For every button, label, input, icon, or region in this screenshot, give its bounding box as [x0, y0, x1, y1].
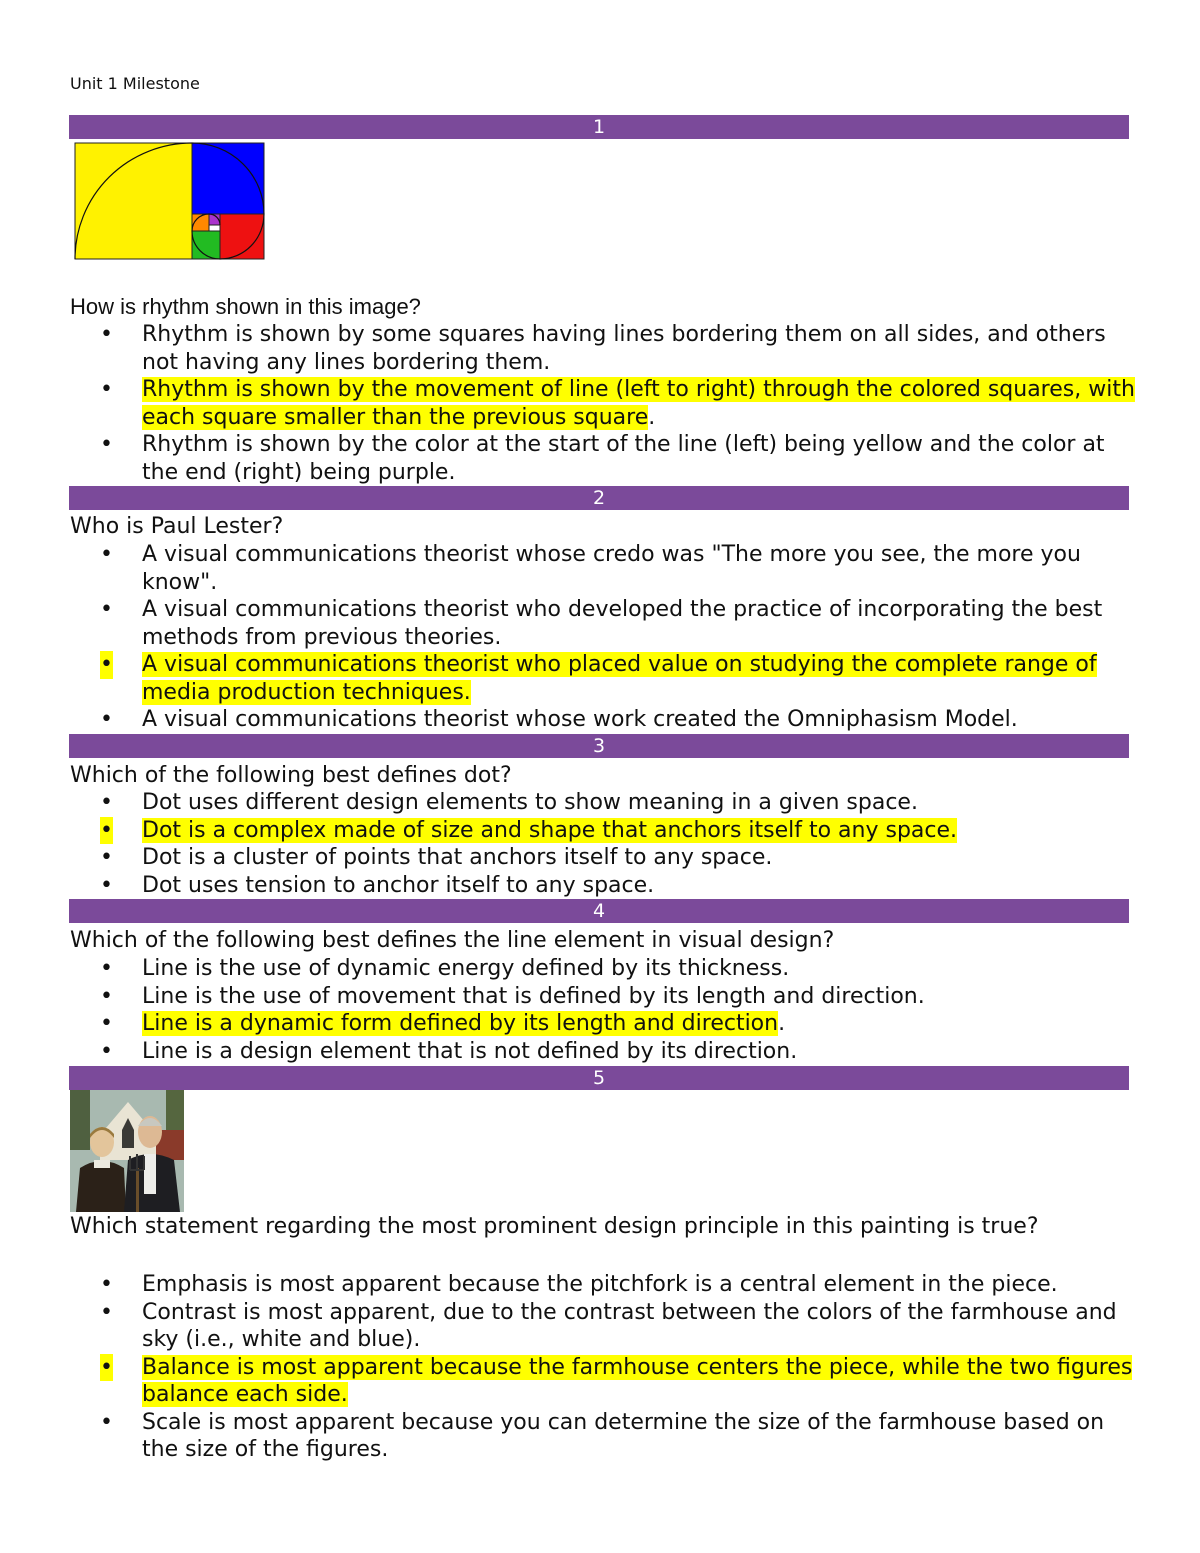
yellow-square [75, 143, 192, 259]
bullet: • [100, 707, 113, 732]
painting-figure [70, 1090, 184, 1212]
question-number-bar: 2 [69, 486, 1129, 510]
answer-option[interactable]: • Rhythm is shown by the color at the start of the line (left) being yellow and the color at the end (right) being purple. [100, 432, 1105, 485]
question-number-bar: 4 [69, 899, 1129, 923]
bullet: • [100, 377, 113, 402]
golden-spiral-figure [74, 142, 266, 260]
trees-left [70, 1090, 90, 1150]
answer-option[interactable]: • A visual communications theorist whose credo was "The more you see, the more you know". [100, 542, 1081, 595]
answer-option[interactable]: • Line is the use of dynamic energy defined by its thickness. [100, 956, 790, 981]
answer-option[interactable]: • Emphasis is most apparent because the pitchfork is a central element in the piece. [100, 1272, 1058, 1297]
answer-period: . [648, 404, 656, 430]
bullet: • [100, 432, 113, 457]
bullet: • [100, 956, 113, 981]
answer-period: . [778, 1011, 786, 1036]
highlighted-answer: Rhythm is shown by the movement of line (left to right) through the colored squares, with each square smaller than the previous square [142, 377, 1135, 430]
pitchfork-handle [136, 1168, 139, 1212]
question-prompt: Which of the following best defines the line element in visual design? [70, 928, 835, 953]
answer-option[interactable]: • A visual communications theorist who developed the practice of incorporating the best methods from previous theories. [100, 597, 1103, 650]
answer-list [100, 955, 1140, 1065]
blue-square [192, 143, 264, 214]
bullet: • [100, 1272, 113, 1297]
question-prompt: Which of the following best defines dot? [70, 763, 512, 788]
bullet: • [100, 872, 113, 898]
highlighted-answer: A visual communications theorist who placed value on studying the complete range of media production techniques. [142, 652, 1097, 705]
bullet: • [100, 845, 113, 870]
woman-body [76, 1161, 126, 1212]
highlighted-answer: Dot is a complex made of size and shape that anchors itself to any space. [142, 817, 958, 843]
answer-option-selected[interactable] [100, 817, 1140, 845]
question-number-bar: 3 [69, 734, 1129, 758]
highlighted-answer: Balance is most apparent because the farmhouse centers the piece, while the two figures balance each side. [142, 1354, 1133, 1407]
bullet: • [100, 652, 113, 677]
red-square [220, 214, 264, 259]
answer-option-selected[interactable] [100, 651, 1140, 706]
question-prompt: Which statement regarding the most prominent design principle in this painting is true? [70, 1214, 1039, 1239]
document-title: Unit 1 Milestone [70, 74, 200, 93]
man-shirt [144, 1154, 156, 1194]
question-number-bar: 5 [69, 1066, 1129, 1090]
bullet: • [100, 1354, 113, 1380]
bullet: • [100, 817, 113, 843]
answer-option[interactable]: • Dot is a cluster of points that anchors itself to any space. [100, 845, 773, 870]
bullet: • [100, 1299, 113, 1325]
answer-option-selected[interactable] [100, 376, 1140, 431]
bullet: • [100, 1011, 113, 1036]
question-prompt: Who is Paul Lester? [70, 514, 284, 539]
bullet: • [100, 1409, 113, 1435]
answer-option[interactable]: • Dot uses tension to anchor itself to any space. [100, 872, 655, 898]
question-prompt: How is rhythm shown in this image? [70, 294, 421, 319]
answer-option-selected[interactable] [100, 1354, 1140, 1409]
answer-option[interactable]: • Line is a design element that is not defined by its direction. [100, 1038, 798, 1064]
bullet: • [100, 1038, 113, 1064]
bullet: • [100, 597, 113, 622]
answer-option[interactable]: • Dot uses different design elements to show meaning in a given space. [100, 790, 918, 815]
answer-option[interactable]: • Line is the use of movement that is defined by its length and direction. [100, 983, 925, 1009]
answer-list [100, 321, 1140, 486]
bullet: • [100, 983, 113, 1009]
bullet: • [100, 542, 113, 567]
answer-option[interactable]: • A visual communications theorist whose work created the Omniphasism Model. [100, 707, 1018, 732]
answer-option[interactable]: • Scale is most apparent because you can determine the size of the farmhouse based on the size of the figures. [100, 1409, 1105, 1462]
bullet: • [100, 790, 113, 815]
bullet: • [100, 322, 113, 347]
highlighted-answer: Line is a dynamic form defined by its length and direction [142, 1011, 779, 1036]
answer-option-selected[interactable] [100, 1010, 1140, 1038]
answer-list [100, 1271, 1140, 1464]
answer-list [100, 789, 1140, 899]
answer-option[interactable]: • Rhythm is shown by some squares having lines bordering them on all sides, and others not having any lines bordering them. [100, 322, 1106, 375]
question-number-bar: 1 [69, 115, 1129, 139]
answer-list [100, 541, 1140, 734]
answer-option[interactable]: • Contrast is most apparent, due to the contrast between the colors of the farmhouse and sky (i.e., white and blue). [100, 1299, 1117, 1352]
woman-collar [94, 1160, 110, 1168]
